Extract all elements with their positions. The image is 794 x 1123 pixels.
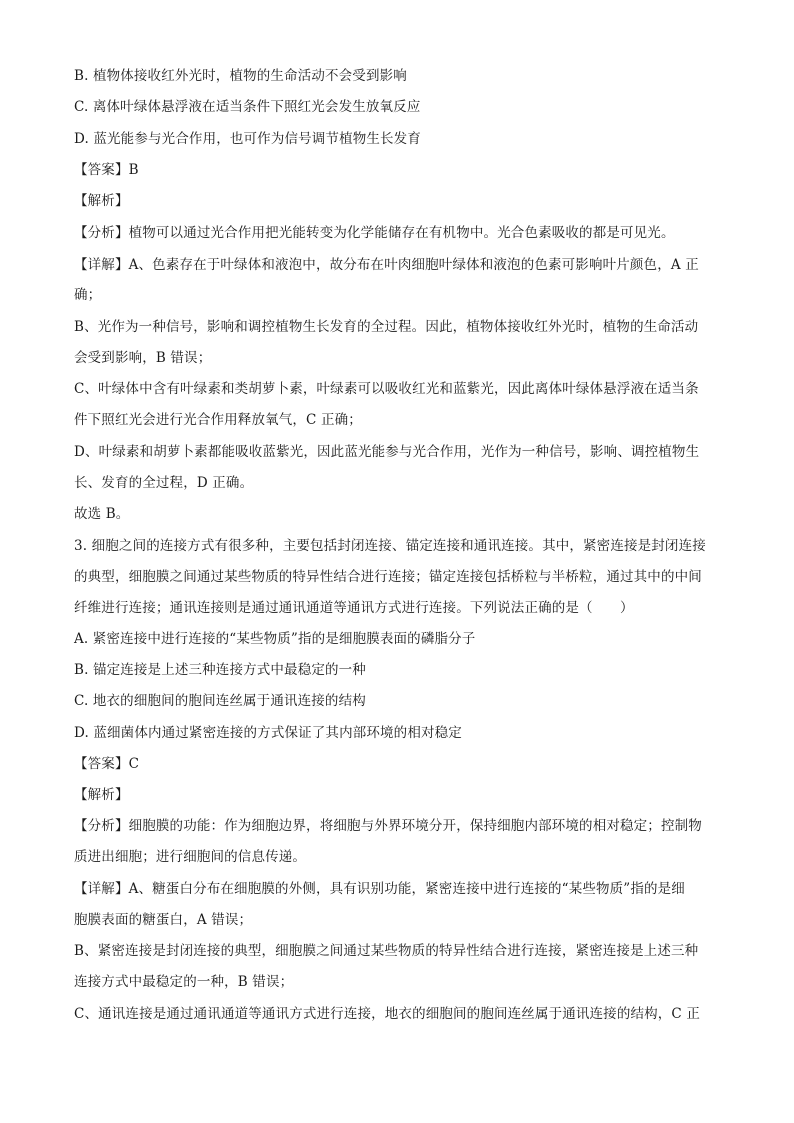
analysis-line: 【分析】细胞膜的功能：作为细胞边界，将细胞与外界环境分开，保持细胞内部环境的相对稳定；控制物 [74,818,702,834]
detail-line: 【详解】A、色素存在于叶绿体和液泡中，故分布在叶肉细胞叶绿体和液泡的色素可影响叶片颜色，A 正 [74,257,699,273]
detail-line: C、叶绿体中含有叶绿素和类胡萝卜素，叶绿素可以吸收红光和蓝紫光，因此离体叶绿体悬浮液在适当条 [74,381,699,397]
question-stem-line: 3. 细胞之间的连接方式有很多种，主要包括封闭连接、锚定连接和通讯连接。其中，紧密连接是封闭连接 [74,538,706,554]
question-stem-line: 纤维进行连接；通讯连接则是通过通讯通道等通讯方式进行连接。下列说法正确的是（ ） [74,600,634,616]
conclusion-line: 故选 B。 [74,506,130,522]
option-a-line: A. 紧密连接中进行连接的“某些物质”指的是细胞膜表面的磷脂分子 [74,631,476,647]
detail-line: 胞膜表面的糖蛋白，A 错误； [74,912,253,928]
detail-line: C、通讯连接是通过通讯通道等通讯方式进行连接，地衣的细胞间的胞间连丝属于通讯连接的结构，C 正 [74,1006,700,1022]
option-d-line: D. 蓝细菌体内通过紧密连接的方式保证了其内部环境的相对稳定 [74,725,462,741]
detail-line: 件下照红光会进行光合作用释放氧气，C 正确； [74,412,362,428]
analysis-line: 【分析】植物可以通过光合作用把光能转变为化学能储存在有机物中。光合色素吸收的都是可见光。 [74,225,675,241]
option-b-line: B. 锚定连接是上述三种连接方式中最稳定的一种 [74,662,366,678]
analysis-line: 质进出细胞；进行细胞间的信息传递。 [74,849,307,865]
option-d-line: D. 蓝光能参与光合作用，也可作为信号调节植物生长发育 [74,131,421,147]
detail-line: 确； [74,287,102,303]
answer-line: 【答案】C [74,756,140,772]
question-stem-line: 的典型，细胞膜之间通过某些物质的特异性结合进行连接；锚定连接包括桥粒与半桥粒，通过其中的中间 [74,569,702,585]
explanation-heading: 【解析】 [74,787,129,803]
detail-line: B、紧密连接是封闭连接的典型，细胞膜之间通过某些物质的特异性结合进行连接，紧密连接是上述三种 [74,943,699,959]
explanation-heading: 【解析】 [74,193,129,209]
answer-line: 【答案】B [74,162,139,178]
option-c-line: C. 地衣的细胞间的胞间连丝属于通讯连接的结构 [74,693,366,709]
detail-line: 长、发育的全过程，D 正确。 [74,475,254,491]
option-c-line: C. 离体叶绿体悬浮液在适当条件下照红光会发生放氧反应 [74,99,421,115]
detail-line: D、叶绿素和胡萝卜素都能吸收蓝紫光，因此蓝光能参与光合作用，光作为一种信号，影响、调控植物生 [74,444,700,460]
detail-line: B、光作为一种信号，影响和调控植物生长发育的全过程。因此，植物体接收红外光时，植物的生命活动 [74,319,699,335]
detail-line: 【详解】A、糖蛋白分布在细胞膜的外侧，具有识别功能，紧密连接中进行连接的“某些物质”指的是细 [74,881,685,897]
detail-line: 连接方式中最稳定的一种，B 错误； [74,974,294,990]
option-b-line: B. 植物体接收红外光时，植物的生命活动不会受到影响 [74,68,407,84]
detail-line: 会受到影响，B 错误； [74,350,212,366]
